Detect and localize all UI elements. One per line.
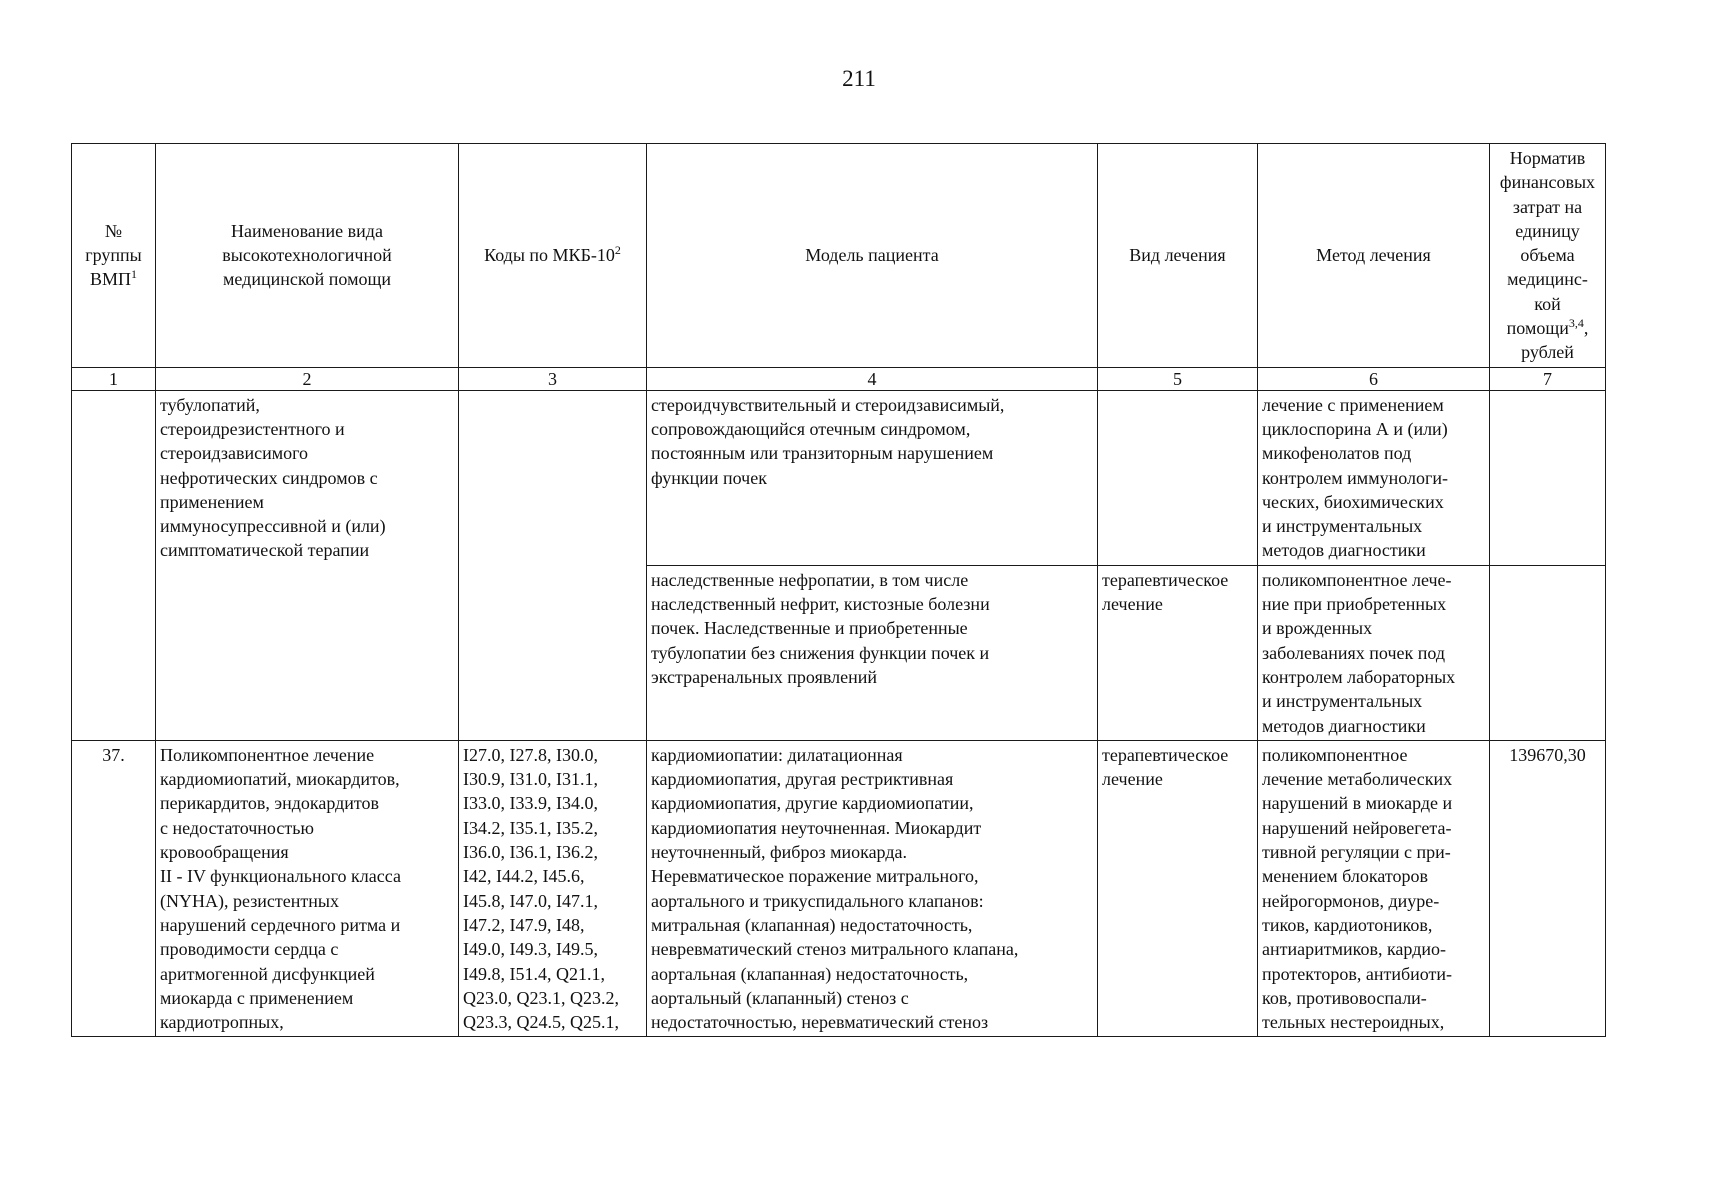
cell-cost: 139670,30 bbox=[1490, 740, 1606, 1037]
header-name-text: Наименование вида высокотехнологичной медицинской помощи bbox=[222, 220, 392, 290]
cell-treatment-type: терапевтическое лечение bbox=[1098, 565, 1258, 740]
table-row bbox=[72, 740, 1606, 1037]
cell-treatment-method: поликомпонентное лече- ние при приобретенных и врожденных заболеваниях почек под контролем лабораторных и инструментальных методов диагностики bbox=[1258, 565, 1490, 740]
column-number: 2 bbox=[156, 367, 459, 390]
header-cost-footnote: 3,4 bbox=[1568, 316, 1584, 331]
header-treatment-type-text: Вид лечения bbox=[1129, 245, 1226, 266]
cell-codes bbox=[459, 390, 647, 740]
header-codes-footnote: 2 bbox=[614, 243, 621, 258]
cell-patient-model: стероидчувствительный и стероидзависимый, сопровождающийся отечным синдромом, постоянным или транзиторным нарушением функции почек bbox=[647, 390, 1098, 565]
cell-patient-model: наследственные нефропатии, в том числе наследственный нефрит, кистозные болезни почек. Наследственные и приобретенные тубулопатии без снижения функции почек и экстраренальных проявлений bbox=[647, 565, 1098, 740]
column-number: 6 bbox=[1258, 367, 1490, 390]
header-cost-text: Норматив финансовых затрат на единицу объема медицинс- кой помощи bbox=[1499, 148, 1596, 339]
column-number: 7 bbox=[1490, 367, 1606, 390]
cell-treatment-method: поликомпонентное лечение метаболических нарушений в миокарде и нарушений нейровегета- тивной регуляции с при- менением блокаторов нейрогормонов, диуре- тиков, кардиотоников, антиаритмиков, кардио- протекторов, антибиоти- ков, противовоспали- тельных нестероидных, bbox=[1258, 740, 1490, 1037]
cell-name: Поликомпонентное лечение кардиомиопатий, миокардитов, перикардитов, эндокардитов с недостаточностью кровообращения II - IV функционального класса (NYHA), резистентных нарушений сердечного ритма и проводимости сердца с аритмогенной дисфункцией миокарда с применением кардиотропных, bbox=[156, 740, 459, 1037]
header-name bbox=[156, 144, 459, 368]
cell-treatment-method: лечение с применением циклоспорина А и (или) микофенолатов под контролем иммунологи- ческих, биохимических и инструментальных методов диагностики bbox=[1258, 390, 1490, 565]
column-number: 4 bbox=[647, 367, 1098, 390]
header-treatment-method bbox=[1258, 144, 1490, 368]
header-treatment-method-text: Метод лечения bbox=[1316, 245, 1431, 266]
page-number: 211 bbox=[842, 66, 876, 91]
header-row bbox=[72, 144, 1606, 368]
header-treatment-type bbox=[1098, 144, 1258, 368]
header-group-number bbox=[72, 144, 156, 368]
cell-group-number: 37. bbox=[72, 740, 156, 1037]
column-number: 5 bbox=[1098, 367, 1258, 390]
header-group-number-footnote: 1 bbox=[131, 267, 137, 282]
header-codes bbox=[459, 144, 647, 368]
header-cost bbox=[1490, 144, 1606, 368]
header-cost-tail: , рублей bbox=[1521, 318, 1589, 363]
header-codes-text: Коды по МКБ-10 bbox=[484, 245, 615, 266]
header-patient-model-text: Модель пациента bbox=[805, 245, 939, 266]
header-group-number-text: № группы ВМП bbox=[85, 220, 142, 290]
cell-treatment-type: терапевтическое лечение bbox=[1098, 740, 1258, 1037]
column-number: 3 bbox=[459, 367, 647, 390]
cell-patient-model: кардиомиопатии: дилатационная кардиомиопатия, другая рестриктивная кардиомиопатия, другие кардиомиопатии, кардиомиопатия неуточненная. Миокардит неуточненный, фиброз миокарда. Неревматическое поражение митрального, аортального и трикуспидального клапанов: митральная (клапанная) недостаточность, невревматический стеноз митрального клапана, аортальная (клапанная) недостаточность, аортальный (клапанный) стеноз с недостаточностью, неревматический стеноз bbox=[647, 740, 1098, 1037]
cell-cost bbox=[1490, 565, 1606, 740]
header-patient-model bbox=[647, 144, 1098, 368]
table-row bbox=[72, 390, 1606, 565]
cell-name: тубулопатий, стероидрезистентного и стероидзависимого нефротических синдромов с применением иммуносупрессивной и (или) симптоматической терапии bbox=[156, 390, 459, 740]
column-number-row bbox=[72, 367, 1606, 390]
cell-codes: I27.0, I27.8, I30.0, I30.9, I31.0, I31.1, I33.0, I33.9, I34.0, I34.2, I35.1, I35.2, I36.0, I36.1, I36.2, I42, I44.2, I45.6, I45.8, I47.0, I47.1, I47.2, I47.9, I48, I49.0, I49.3, I49.5, I49.8, I51.4, Q21.1, Q23.0, Q23.1, Q23.2, Q23.3, Q24.5, Q25.1, bbox=[459, 740, 647, 1037]
cell-cost bbox=[1490, 390, 1606, 565]
vmp-table bbox=[71, 143, 1606, 1037]
cell-group-number bbox=[72, 390, 156, 740]
column-number: 1 bbox=[72, 367, 156, 390]
cell-treatment-type bbox=[1098, 390, 1258, 565]
